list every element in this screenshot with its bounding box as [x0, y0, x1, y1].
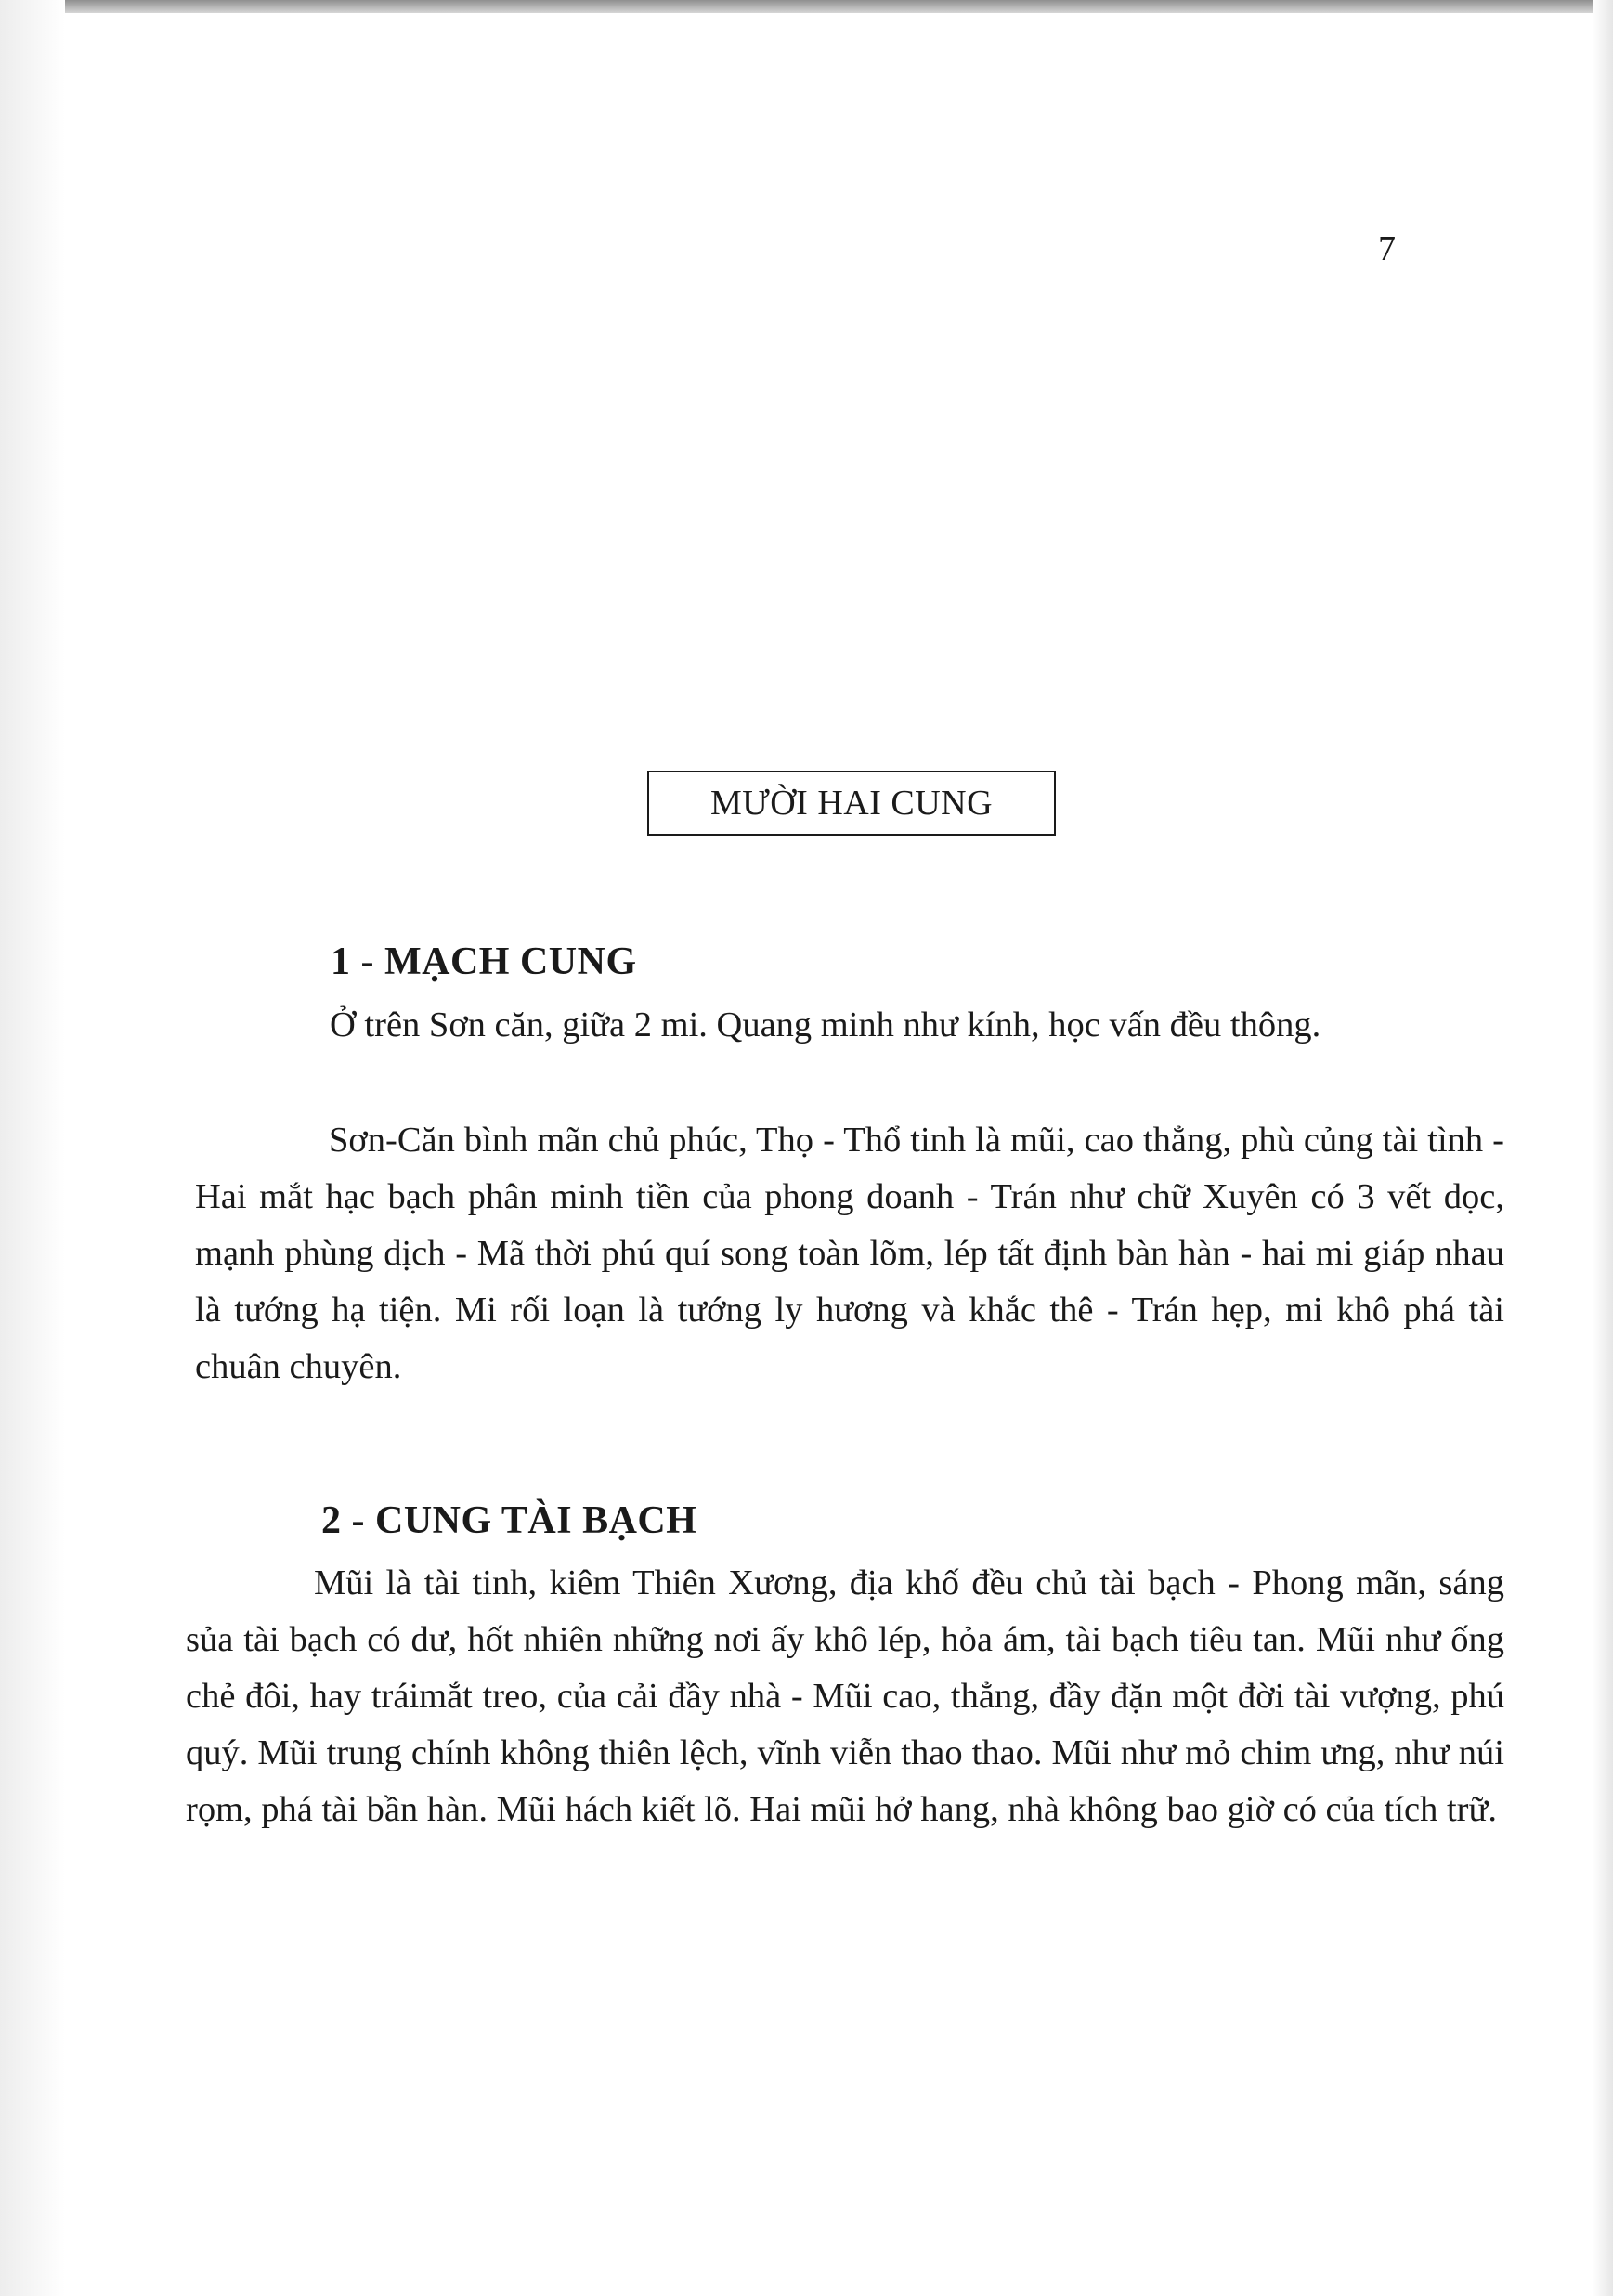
scan-top-edge	[0, 0, 1613, 13]
section-heading-mach-cung: 1 - MẠCH CUNG	[331, 940, 637, 983]
page-number: 7	[1378, 229, 1396, 268]
chapter-title: MƯỜI HAI CUNG	[709, 784, 994, 823]
section-2-paragraph-1: Mũi là tài tinh, kiêm Thiên Xương, địa khố đều chủ tài bạch - Phong mãn, sáng sủa tài bạch có dư, hốt nhiên những nơi ấy khô lép, hỏa ám, tài bạch tiêu tan. Mũi như ống chẻ đôi, hay tráimắt treo, của cải đầy nhà - Mũi cao, thẳng, đầy đặn một đời tài vượng, phú quý. Mũi trung chính không thiên lệch, vĩnh viễn thao thao. Mũi như mỏ chim ưng, như núi rọm, phá tài bần hàn. Mũi hách kiết lõ. Hai mũi hở hang, nhà không bao giờ có của tích trữ.	[186, 1563, 1504, 1829]
chapter-title-box	[647, 771, 1056, 836]
section-1-paragraph-2: Sơn-Căn bình mãn chủ phúc, Thọ - Thổ tinh là mũi, cao thẳng, phù củng tài tình - Hai mắt hạc bạch phân minh tiền của phong doanh - Trán như chữ Xuyên có 3 vết dọc, mạnh phùng dịch - Mã thời phú quí song toàn lõm, lép tất định bàn hàn - hai mi giáp nhau là tướng hạ tiện. Mi rối loạn là tướng ly hương và khắc thê - Trán hẹp, mi khô phá tài chuân chuyên.	[195, 1121, 1504, 1386]
scan-right-shadow	[1593, 0, 1613, 2296]
scan-left-shadow	[0, 0, 65, 2296]
section-1-paragraph-1: Ở trên Sơn căn, giữa 2 mi. Quang minh như kính, học vấn đều thông.	[330, 1005, 1321, 1044]
section-heading-cung-tai-bach: 2 - CUNG TÀI BẠCH	[321, 1499, 697, 1542]
